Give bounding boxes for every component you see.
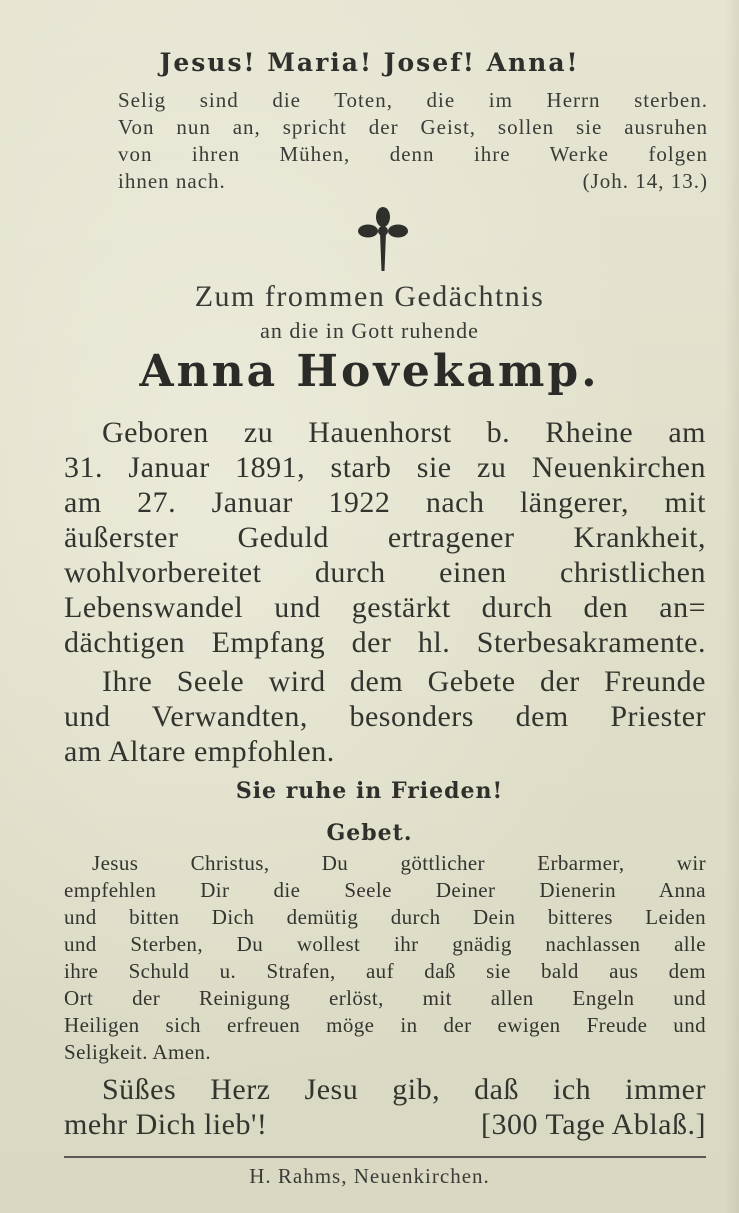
prayer-line: Jesus Christus, Du göttlicher Erbarmer, wir <box>92 851 706 875</box>
verse-line: Von nun an, spricht der Geist, sollen sie ausruhen <box>118 115 708 139</box>
closing-last-line <box>64 1108 706 1142</box>
memorial-title: Zum frommen Gedächtnis <box>194 280 545 313</box>
verse-reference: (Joh. 14, 13.) <box>582 169 708 193</box>
prayer-line: Ort der Reinigung erlöst, mit allen Engeln und <box>64 986 706 1010</box>
memorial-subtitle: an die in Gott ruhende <box>260 318 479 343</box>
closing-line: mehr Dich lieb'! <box>64 1108 268 1141</box>
prayer-line: Seligkeit. Amen. <box>64 1040 211 1064</box>
biography-line: am Altare empfohlen. <box>64 735 335 768</box>
closing-line: Süßes Herz Jesu gib, daß ich immer <box>102 1073 706 1106</box>
prayer-line: ihre Schuld u. Strafen, auf daß sie bald aus dem <box>64 959 706 983</box>
deceased-name: Anna Hovekamp. <box>139 346 600 397</box>
biography-line: dächtigen Empfang der hl. Sterbesakramente. <box>64 626 706 659</box>
biography-line: und Verwandten, besonders dem Priester <box>64 700 706 733</box>
blessing-line: Sie ruhe in Frieden! <box>235 778 504 804</box>
verse-last-line <box>118 169 708 194</box>
verse-line: Selig sind die Toten, die im Herrn sterben. <box>118 88 708 112</box>
prayer-line: Heiligen sich erfreuen möge in der ewigen Freude und <box>64 1013 706 1037</box>
biography-line: Lebenswandel und gestärkt durch den an= <box>64 591 706 624</box>
biography-line: äußerster Geduld ertragener Krankheit, <box>64 521 706 554</box>
verse-line: ihnen nach. <box>118 169 226 193</box>
biography-line: Geboren zu Hauenhorst b. Rheine am <box>102 416 706 449</box>
cross-icon <box>357 205 409 273</box>
prayer-title: Gebet. <box>326 820 413 846</box>
card-edge-shadow <box>725 0 739 1213</box>
invocation-heading: Jesus! Maria! Josef! Anna! <box>159 48 580 77</box>
prayer-line: und Sterben, Du wollest ihr gnädig nachlassen alle <box>64 932 706 956</box>
biography-line: wohlvorbereitet durch einen christlichen <box>64 556 706 589</box>
indulgence-note: [300 Tage Ablaß.] <box>481 1108 706 1141</box>
biography-line: 31. Januar 1891, starb sie zu Neuenkirchen <box>64 451 706 484</box>
printer-imprint: H. Rahms, Neuenkirchen. <box>249 1164 490 1188</box>
prayer-line: empfehlen Dir die Seele Deiner Dienerin Anna <box>64 878 706 902</box>
prayer-line: und bitten Dich demütig durch Dein bitteres Leiden <box>64 905 706 929</box>
biography-line: Ihre Seele wird dem Gebete der Freunde <box>102 665 706 698</box>
verse-line: von ihren Mühen, denn ihre Werke folgen <box>118 142 708 166</box>
biography-line: am 27. Januar 1922 nach längerer, mit <box>64 486 706 519</box>
divider-rule <box>64 1156 706 1158</box>
